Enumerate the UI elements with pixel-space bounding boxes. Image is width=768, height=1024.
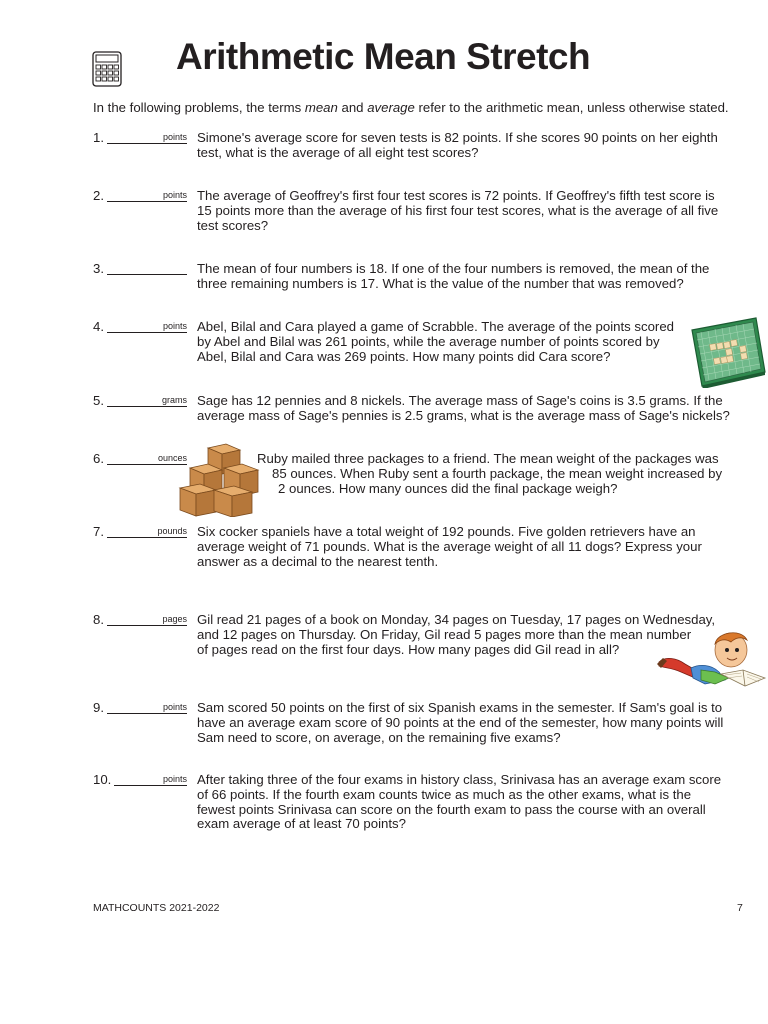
- instructions-text-end: refer to the arithmetic mean, unless otherwise stated.: [414, 100, 729, 115]
- problem-text-line: 15 points more than the average of his first four test scores, what is the average of all five: [197, 202, 719, 218]
- problem-text: [197, 701, 723, 745]
- answer-blank[interactable]: [107, 332, 187, 333]
- problem-text-line: Simone's average score for seven tests is 82 points. If she scores 90 points on her eighth: [197, 130, 718, 145]
- answer-unit: pages: [162, 614, 187, 624]
- problem-text-line: answer as a decimal to the nearest tenth.: [197, 553, 439, 569]
- instructions-text-middle: and: [337, 100, 368, 115]
- problem-text-line: 85 ounces. When Ruby sent a fourth package, the mean weight increased by: [272, 465, 723, 481]
- answer-unit: ounces: [157, 453, 187, 463]
- problem-text-line: average weight of 71 pounds. What is the average weight of all 11 dogs? Express your: [197, 538, 702, 554]
- problem-text-line: by Abel and Bilal was 261 points, while the average number of points scored by: [197, 333, 660, 349]
- answer-blank[interactable]: [107, 464, 187, 465]
- problem-number: 7.: [93, 524, 104, 539]
- problem-text-line: fewest points Srinivasa can score on the fourth exam to pass the course with an overall: [197, 801, 706, 817]
- problem-text-line: The mean of four numbers is 18. If one of the four numbers is removed, the mean of the: [197, 261, 710, 276]
- problem-text-line: Abel, Bilal and Cara was 269 points. How many points did Cara score?: [197, 348, 611, 364]
- problem-text-line: exam average of at least 70 points?: [197, 816, 406, 832]
- problem-text-line: test, what is the average of all eight test scores?: [197, 144, 479, 160]
- answer-blank[interactable]: [107, 713, 187, 714]
- problem-number: 6.: [93, 451, 104, 466]
- answer-blank[interactable]: [107, 201, 187, 202]
- problem-text: [197, 773, 721, 832]
- problem-text-line: 2 ounces. How many ounces did the final package weigh?: [278, 480, 618, 496]
- problem-text-line: of 66 points. If the fourth exam counts twice as much as the other exams, what is the: [197, 786, 692, 802]
- boy-reading-image: [655, 628, 767, 694]
- answer-unit: points: [162, 702, 187, 712]
- problem-text-line: Six cocker spaniels have a total weight of 192 pounds. Five golden retrievers have an: [197, 524, 696, 539]
- answer-unit: points: [162, 321, 187, 331]
- problem-text: [197, 525, 702, 569]
- answer-unit: pounds: [157, 526, 187, 536]
- term-mean: mean: [304, 100, 338, 115]
- problem-number: 3.: [93, 261, 104, 276]
- problem-text-line: and 12 pages on Thursday. On Friday, Gil read 5 pages more than the mean number: [197, 626, 692, 642]
- problem-text-line: Sam scored 50 points on the first of six Spanish exams in the semester. If Sam's goal is to: [197, 700, 723, 715]
- problem-text-line: three remaining numbers is 17. What is the value of the number that was removed?: [197, 275, 684, 291]
- problem-text: [197, 320, 674, 364]
- page-number: 7: [737, 902, 743, 914]
- problem-text-line: have an average exam score of 90 points at the end of the semester, how many points will: [197, 714, 724, 730]
- problem-text-line: test scores?: [197, 217, 269, 233]
- answer-blank[interactable]: [107, 537, 187, 538]
- problem-text-line: After taking three of the four exams in history class, Srinivasa has an average exam score: [197, 772, 722, 787]
- problem-text-line: Sam need to score, on average, on the remaining five exams?: [197, 729, 561, 745]
- cardboard-boxes-image: [178, 442, 268, 517]
- problem-text-line: of pages read on the first four days. How many pages did Gil read in all?: [197, 641, 620, 657]
- problem-number: 5.: [93, 393, 104, 408]
- problem-text: [197, 613, 715, 657]
- answer-blank[interactable]: [107, 625, 187, 626]
- problem-text-line: Ruby mailed three packages to a friend. The mean weight of the packages was: [257, 451, 719, 466]
- answer-blank[interactable]: [107, 406, 187, 407]
- problem-number: 2.: [93, 188, 104, 203]
- problem-number: 1.: [93, 130, 104, 145]
- answer-blank[interactable]: [114, 785, 187, 786]
- instructions-text-start: In the following problems, the terms: [93, 100, 305, 115]
- answer-unit: points: [162, 774, 187, 784]
- problem-text-line: Sage has 12 pennies and 8 nickels. The average mass of Sage's coins is 3.5 grams. If the: [197, 393, 723, 408]
- footer-source: MATHCOUNTS 2021-2022: [93, 902, 220, 914]
- answer-blank[interactable]: [107, 143, 187, 144]
- problem-text-line: average mass of Sage's pennies is 2.5 grams, what is the average mass of Sage's nickels?: [197, 407, 730, 423]
- problem-number: 8.: [93, 612, 104, 627]
- problem-text: [197, 131, 718, 161]
- problem-number: 4.: [93, 319, 104, 334]
- term-average: average: [367, 100, 415, 115]
- problem-text-line: The average of Geoffrey's first four test scores is 72 points. If Geoffrey's fifth test score is: [197, 188, 715, 203]
- problem-number: 10.: [93, 772, 112, 787]
- answer-unit: points: [162, 190, 187, 200]
- problem-text: [197, 452, 722, 496]
- page-title: Arithmetic Mean Stretch: [176, 36, 591, 77]
- instructions: [93, 100, 753, 115]
- problem-text: [197, 189, 718, 233]
- problem-text: [197, 262, 709, 292]
- calculator-icon: [92, 51, 122, 87]
- answer-unit: points: [162, 132, 187, 142]
- problem-number: 9.: [93, 700, 104, 715]
- answer-blank[interactable]: [107, 274, 187, 275]
- problem-text-line: Abel, Bilal and Cara played a game of Scrabble. The average of the points scored: [197, 319, 674, 334]
- problem-text-line: Gil read 21 pages of a book on Monday, 34 pages on Tuesday, 17 pages on Wednesday,: [197, 612, 716, 627]
- scrabble-board-image: [686, 316, 766, 388]
- answer-unit: grams: [161, 395, 187, 405]
- problem-text: [197, 394, 730, 424]
